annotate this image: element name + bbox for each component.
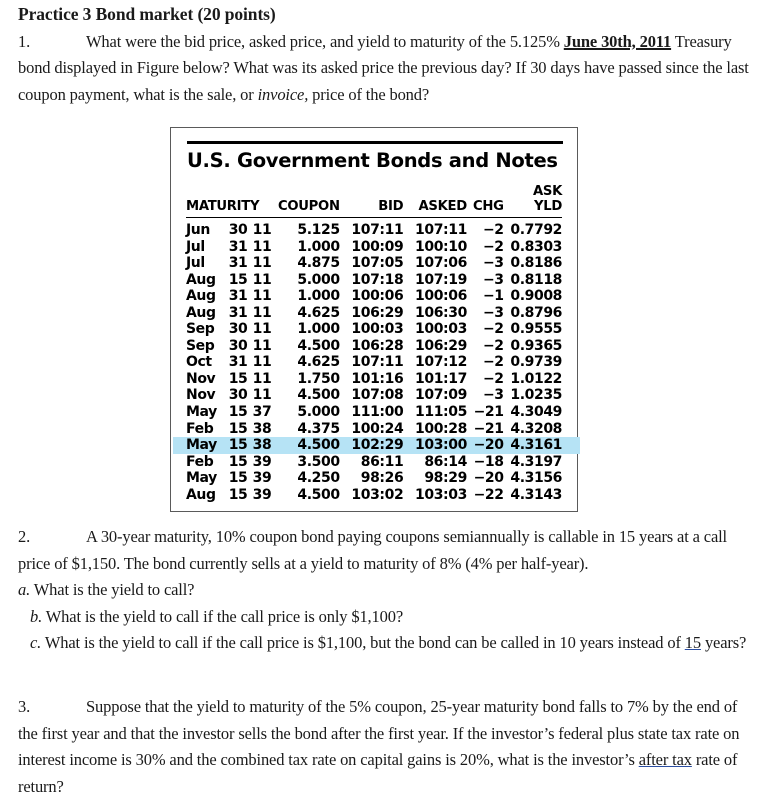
row-cell-month: Aug — [186, 288, 216, 305]
question-1-number: 1. — [18, 31, 31, 51]
row-cell-year: 11 — [252, 255, 272, 272]
row-cell-asked: 100:06 — [415, 288, 467, 305]
row-cell-coupon: 4.375 — [297, 420, 340, 437]
part-b-text: What is the yield to call if the call price is only $1,100? — [42, 606, 404, 626]
row-cell-year: 11 — [252, 354, 272, 371]
row-cell-year: 11 — [252, 238, 272, 255]
row-cell-bid: 107:08 — [351, 387, 404, 404]
table-row — [186, 321, 562, 338]
row-cell-bid: 86:11 — [360, 453, 404, 470]
row-cell-day: 31 — [228, 304, 248, 321]
question-3-text-part2: rate of return? — [18, 750, 738, 796]
row-cell-day: 30 — [228, 222, 248, 238]
part-c-text-before: What is the yield to call if the call price is $1,100, but the bond can be called in 10 years instead of — [41, 633, 685, 652]
row-cell-day: 31 — [228, 255, 248, 272]
question-2-text: A 30-year maturity, 10% coupon bond paying coupons semiannually is callable in 15 years at a call price of $1,150. The bond currently sells at a yield to maturity of 8% (4% per half-year). — [18, 527, 727, 573]
table-row — [186, 218, 562, 239]
row-cell-asked: 100:28 — [415, 420, 467, 437]
row-cell-asked: 106:29 — [415, 337, 467, 354]
table-row — [186, 288, 562, 305]
row-cell-year: 39 — [252, 453, 272, 470]
row-cell-coupon: 3.500 — [297, 453, 340, 470]
table-row — [186, 354, 562, 371]
table-row — [186, 454, 562, 471]
row-cell-asked: 100:03 — [415, 321, 467, 338]
row-cell-ask-yld: 1.0122 — [510, 370, 562, 387]
row-cell-coupon: 1.000 — [297, 238, 340, 255]
table-header-row — [186, 185, 562, 218]
row-cell-ask-yld: 4.3197 — [510, 453, 562, 470]
column-header-chg: CHG — [467, 185, 504, 218]
column-header-coupon: COUPON — [271, 185, 339, 218]
row-cell-bid: 98:26 — [360, 470, 404, 487]
table-body — [186, 218, 562, 504]
row-cell-bid: 106:28 — [351, 337, 404, 354]
column-header-maturity: MATURITY — [186, 185, 271, 218]
column-header-bid: BID — [340, 185, 404, 218]
table-row — [186, 239, 562, 256]
row-cell-month: Aug — [186, 486, 216, 503]
row-cell-bid: 100:06 — [351, 288, 404, 305]
figure-top-rule — [187, 141, 563, 144]
row-cell-asked: 103:00 — [403, 437, 467, 454]
row-cell-bid: 100:09 — [351, 238, 404, 255]
row-cell-day: 15 — [228, 486, 248, 503]
question-3-underlined-term: after tax — [638, 750, 692, 769]
table-row — [186, 421, 562, 438]
figure-title: U.S. Government Bonds and Notes — [187, 149, 558, 172]
row-cell-asked: 107:06 — [415, 255, 467, 272]
part-a-label: a. — [18, 580, 31, 599]
row-cell-coupon: 4.625 — [297, 304, 340, 321]
question-3-number: 3. — [18, 697, 31, 716]
part-a-text: What is the yield to call? — [30, 580, 195, 599]
figure-inner — [171, 128, 577, 511]
row-cell-asked: 86:14 — [424, 453, 467, 470]
row-cell-year: 39 — [252, 470, 272, 487]
row-cell-chg: −3 — [482, 387, 504, 404]
question-1-text-part1: What were the bid price, asked price, and yield to maturity of the 5.125% — [86, 31, 564, 51]
row-cell-ask-yld: 0.8118 — [510, 271, 562, 288]
row-cell-chg: −2 — [482, 337, 504, 354]
row-cell-day: 30 — [228, 321, 248, 338]
question-1-text-part2: Treasury bond displayed in Figure below? What was its asked price the previous day? If 30 days have passed since the last coupon payment, what is the sale, or — [18, 31, 749, 104]
row-cell-chg: −20 — [473, 470, 504, 487]
row-cell-month: May — [186, 437, 223, 454]
row-cell-asked: 107:12 — [415, 354, 467, 371]
row-cell-month: Feb — [186, 420, 214, 437]
part-c-text-after: years? — [700, 633, 747, 652]
row-cell-day: 15 — [228, 404, 248, 421]
question-3-paragraph — [18, 694, 758, 800]
row-cell-day: 15 — [228, 453, 248, 470]
row-cell-day: 15 — [228, 420, 248, 437]
question-3-text-part1: Suppose that the yield to maturity of the 5% coupon, 25-year maturity bond falls to 7% by the end of the first year and that the investor sells the bond after the first year. If the investor’s federal plus state tax rate on interest income is 30% and the combined tax rate on capital gains is 20%, what is the investor’s — [18, 697, 740, 769]
row-cell-year: 11 — [252, 387, 272, 404]
row-cell-asked: 107:19 — [415, 271, 467, 288]
row-cell-asked: 111:05 — [415, 404, 467, 421]
row-cell-asked: 106:30 — [415, 304, 467, 321]
row-cell-coupon: 5.000 — [297, 404, 340, 421]
row-cell-bid: 107:11 — [351, 354, 404, 371]
row-cell-coupon: 1.750 — [297, 370, 340, 387]
row-cell-day: 15 — [223, 437, 247, 454]
question-2-part-b — [30, 604, 758, 631]
table-header — [186, 185, 562, 218]
row-cell-ask-yld: 0.8186 — [510, 255, 562, 272]
row-cell-month: Feb — [186, 453, 214, 470]
row-cell-asked: 100:10 — [415, 238, 467, 255]
column-header-asked: ASKED — [403, 185, 467, 218]
row-cell-year: 11 — [252, 304, 272, 321]
row-cell-bid: 107:05 — [351, 255, 404, 272]
page-title: Practice 3 Bond market (20 points) — [18, 4, 276, 24]
column-header-ask-yld — [504, 185, 562, 218]
question-1-paragraph — [18, 29, 758, 109]
row-cell-ask-yld: 0.8796 — [510, 304, 562, 321]
row-cell-ask-yld: 0.8303 — [510, 238, 562, 255]
row-cell-coupon: 4.500 — [297, 387, 340, 404]
row-cell-month: May — [186, 470, 217, 487]
row-cell-coupon: 4.250 — [297, 470, 340, 487]
row-cell-chg: −22 — [473, 486, 504, 503]
row-cell-year: 11 — [252, 337, 272, 354]
table-row — [186, 305, 562, 322]
row-cell-month: Aug — [186, 304, 216, 321]
row-cell-year: 11 — [252, 321, 272, 338]
row-cell-ask-yld: 4.3161 — [504, 437, 562, 454]
table-row — [186, 338, 562, 355]
question-2-part-c — [30, 630, 758, 657]
row-cell-year: 39 — [252, 486, 272, 503]
row-cell-day: 30 — [228, 337, 248, 354]
table-row — [186, 272, 562, 289]
row-cell-chg: −3 — [482, 271, 504, 288]
row-cell-month: Nov — [186, 387, 216, 404]
row-cell-ask-yld: 0.9008 — [510, 288, 562, 305]
row-cell-chg: −2 — [482, 321, 504, 338]
row-cell-chg: −20 — [467, 437, 504, 454]
part-c-underlined-term: 15 — [684, 633, 701, 652]
row-cell-day: 15 — [228, 370, 248, 387]
row-cell-bid: 103:02 — [351, 486, 404, 503]
question-2-part-a — [18, 577, 758, 604]
row-cell-chg: −3 — [482, 255, 504, 272]
row-cell-coupon: 4.625 — [297, 354, 340, 371]
part-c-label: c. — [30, 633, 42, 652]
question-1-italic-word: invoice, — [257, 84, 309, 104]
row-cell-month: Aug — [186, 271, 216, 288]
row-cell-coupon: 5.000 — [297, 271, 340, 288]
row-cell-month: Jun — [186, 222, 210, 238]
row-cell-chg: −21 — [473, 404, 504, 421]
table-row — [186, 255, 562, 272]
row-cell-coupon: 1.000 — [297, 288, 340, 305]
row-cell-month: May — [186, 404, 217, 421]
row-cell-chg: −2 — [482, 238, 504, 255]
row-cell-chg: −3 — [482, 304, 504, 321]
row-cell-year: 11 — [252, 288, 272, 305]
table-row — [186, 470, 562, 487]
row-cell-ask-yld: 0.9555 — [510, 321, 562, 338]
bond-table-figure — [170, 127, 578, 512]
row-cell-chg: −21 — [473, 420, 504, 437]
row-cell-coupon: 4.500 — [297, 486, 340, 503]
table-row — [186, 371, 562, 388]
row-cell-day: 31 — [228, 288, 248, 305]
row-cell-bid: 106:29 — [351, 304, 404, 321]
row-cell-ask-yld: 0.7792 — [510, 222, 562, 238]
row-cell-day: 30 — [228, 387, 248, 404]
row-cell-ask-yld: 1.0235 — [510, 387, 562, 404]
row-cell-year: 38 — [247, 437, 271, 454]
row-cell-ask-yld: 4.3208 — [510, 420, 562, 437]
ask-yld-line-1: ASK — [532, 184, 562, 199]
question-2-paragraph — [18, 524, 758, 577]
row-cell-chg: −18 — [473, 453, 504, 470]
row-cell-asked: 103:03 — [415, 486, 467, 503]
row-cell-ask-yld: 4.3143 — [510, 486, 562, 503]
question-1-text-part3: price of the bond? — [308, 84, 430, 104]
row-cell-asked: 107:09 — [415, 387, 467, 404]
row-cell-ask-yld: 4.3049 — [510, 404, 562, 421]
row-cell-year: 11 — [252, 370, 272, 387]
row-cell-chg: −2 — [482, 222, 504, 238]
ask-yld-line-2: YLD — [534, 198, 562, 214]
row-cell-day: 15 — [228, 271, 248, 288]
row-cell-chg: −2 — [482, 354, 504, 371]
row-cell-year: 37 — [252, 404, 272, 421]
row-cell-bid: 101:16 — [351, 370, 404, 387]
row-cell-day: 15 — [228, 470, 248, 487]
question-2-number: 2. — [18, 527, 31, 546]
row-cell-chg: −1 — [482, 288, 504, 305]
table-row — [186, 487, 562, 504]
table-row — [186, 404, 562, 421]
question-3-block — [0, 694, 776, 800]
question-1-emphasis: June 30th, 2011 — [563, 31, 672, 51]
row-cell-month: Nov — [186, 370, 216, 387]
row-cell-coupon: 4.875 — [297, 255, 340, 272]
table-row — [186, 387, 562, 404]
row-cell-coupon: 4.500 — [271, 437, 339, 454]
row-cell-month: Sep — [186, 337, 215, 354]
row-cell-chg: −2 — [482, 370, 504, 387]
row-cell-month: Sep — [186, 321, 215, 338]
row-cell-asked: 101:17 — [415, 370, 467, 387]
row-cell-bid: 100:03 — [351, 321, 404, 338]
row-cell-bid: 107:11 — [351, 222, 404, 238]
row-cell-asked: 107:11 — [415, 222, 467, 238]
row-cell-ask-yld: 4.3156 — [510, 470, 562, 487]
row-cell-asked: 98:29 — [424, 470, 467, 487]
row-cell-bid: 102:29 — [340, 437, 404, 454]
row-cell-coupon: 5.125 — [297, 222, 340, 238]
table-row — [186, 437, 562, 454]
top-text-block — [0, 0, 776, 108]
row-cell-day: 31 — [228, 238, 248, 255]
row-cell-day: 31 — [228, 354, 248, 371]
row-cell-coupon: 1.000 — [297, 321, 340, 338]
row-cell-month: Jul — [186, 255, 205, 272]
row-cell-ask-yld: 0.9739 — [510, 354, 562, 371]
row-cell-bid: 111:00 — [351, 404, 404, 421]
part-b-label: b. — [30, 606, 43, 626]
row-cell-year: 11 — [252, 222, 272, 238]
row-cell-month: Jul — [186, 238, 205, 255]
row-cell-year: 11 — [252, 271, 272, 288]
question-2-block — [0, 524, 776, 657]
bond-quotes-table — [186, 185, 562, 503]
row-cell-bid: 107:18 — [351, 271, 404, 288]
row-cell-ask-yld: 0.9365 — [510, 337, 562, 354]
row-cell-month: Oct — [186, 354, 212, 371]
row-cell-year: 38 — [252, 420, 272, 437]
row-cell-bid: 100:24 — [351, 420, 404, 437]
row-cell-coupon: 4.500 — [297, 337, 340, 354]
